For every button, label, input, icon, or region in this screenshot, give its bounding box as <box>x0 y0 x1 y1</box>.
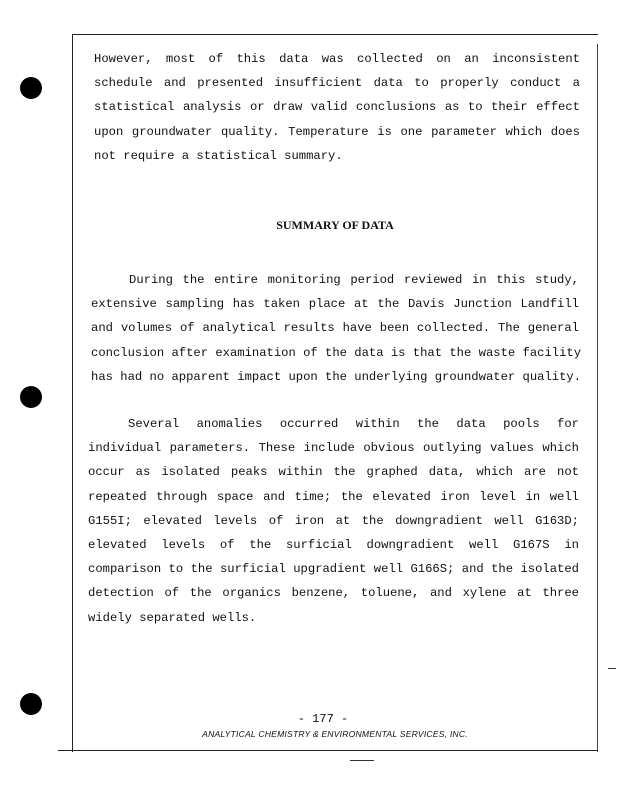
scan-tick <box>608 668 616 669</box>
text-line: statistical analysis or draw valid conclusions as to their effect <box>94 100 580 115</box>
text-line: widely separated wells. <box>88 610 257 625</box>
paragraph-1 <box>91 268 582 389</box>
text-line: has had no apparent impact upon the underlying groundwater quality. <box>91 369 582 384</box>
text-line: schedule and presented insufficient data to properly conduct a <box>94 76 580 91</box>
text-line: extensive sampling has taken place at the Davis Junction Landfill <box>91 297 579 312</box>
text-line: conclusion after examination of the data is that the waste facility <box>91 345 582 360</box>
text-line: upon groundwater quality. Temperature is one parameter which does <box>94 124 580 139</box>
page-border-bottom <box>58 750 598 751</box>
page-number: - 177 - <box>297 712 349 726</box>
text-line: comparison to the surficial upgradient well G166S; and the isolated <box>88 562 579 577</box>
page-border-top <box>72 34 598 35</box>
text-line: occur as isolated peaks within the graphed data, which are not <box>88 465 579 480</box>
text-line: repeated through space and time; the elevated iron level in well <box>88 489 579 504</box>
page-border-right <box>597 44 598 752</box>
text-line: not require a statistical summary. <box>94 148 343 163</box>
punch-hole-top <box>20 77 42 99</box>
paragraph-2 <box>88 412 579 630</box>
intro-paragraph <box>94 47 580 168</box>
text-line: Several anomalies occurred within the data pools for <box>128 417 579 431</box>
text-line: G155I; elevated levels of iron at the downgradient well G163D; <box>88 513 579 528</box>
text-line: and volumes of analytical results have been collected. The general <box>91 321 579 336</box>
punch-hole-bottom <box>20 693 42 715</box>
scan-tick <box>350 760 374 761</box>
text-line: detection of the organics benzene, toluene, and xylene at three <box>88 586 579 601</box>
section-heading: SUMMARY OF DATA <box>276 218 394 232</box>
company-footer: ANALYTICAL CHEMISTRY & ENVIRONMENTAL SERVICES, INC. <box>202 729 468 739</box>
text-line: During the entire monitoring period reviewed in this study, <box>129 273 579 287</box>
punch-hole-middle <box>20 386 42 408</box>
text-line: individual parameters. These include obvious outlying values which <box>88 441 579 456</box>
text-line: However, most of this data was collected on an inconsistent <box>94 52 580 66</box>
page-border-left <box>72 34 73 752</box>
text-line: elevated levels of the surficial downgradient well G167S in <box>88 538 579 553</box>
